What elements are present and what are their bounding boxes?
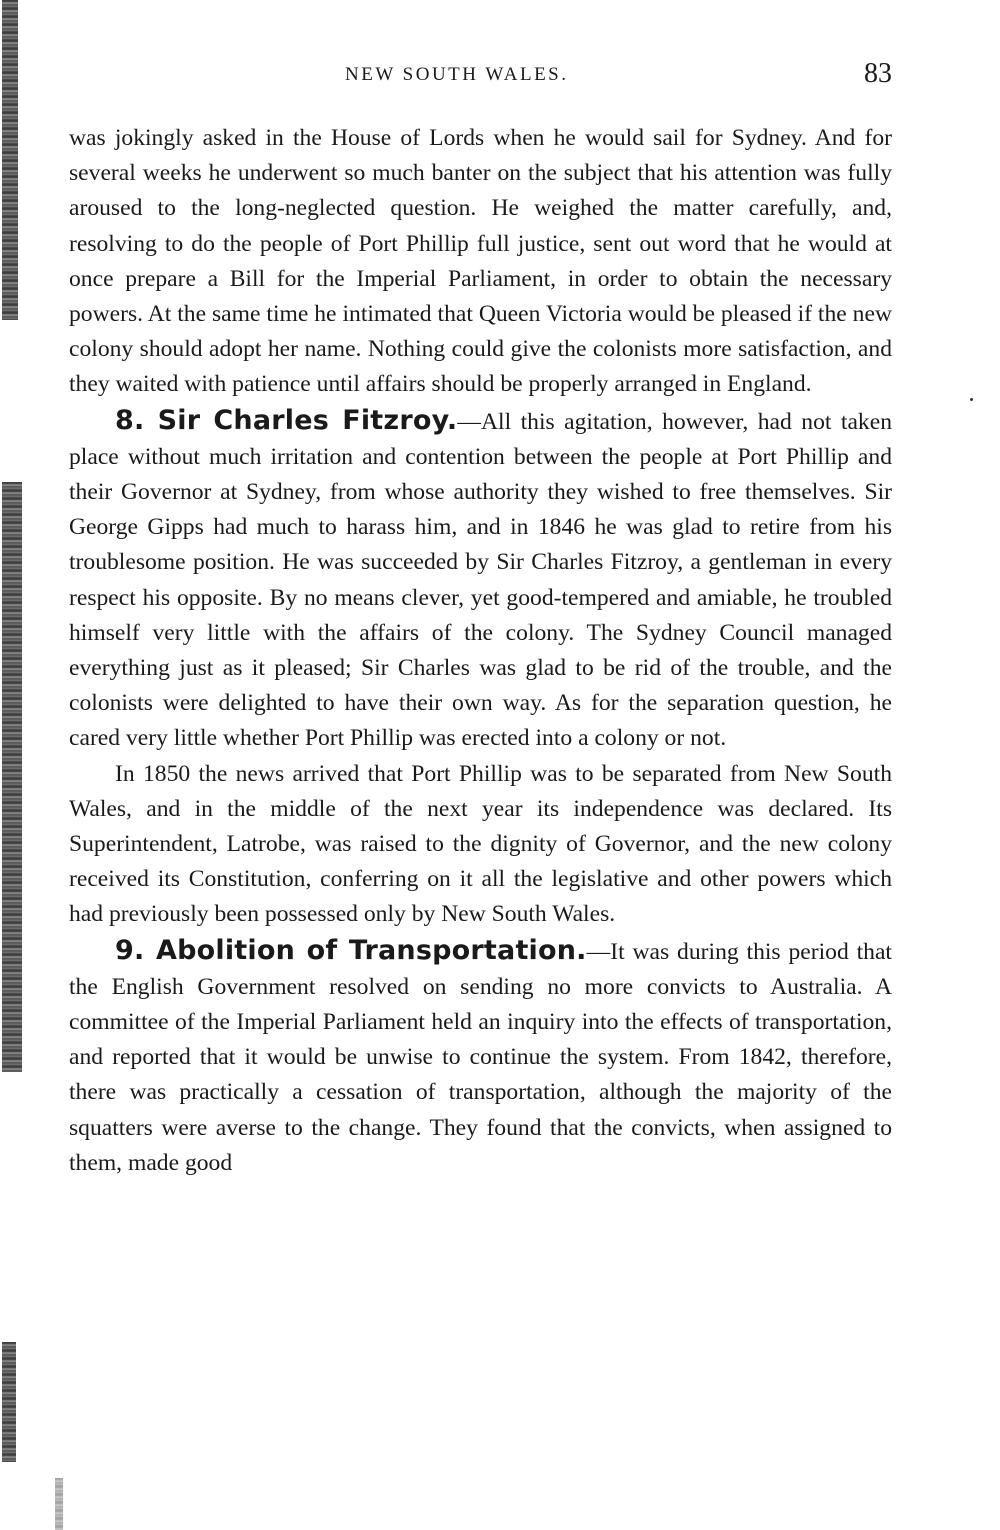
scan-binding-edge xyxy=(2,1342,16,1462)
scan-binding-edge xyxy=(55,1478,63,1530)
section-heading: 9. Abolition of Transportation. xyxy=(115,934,587,966)
paragraph: In 1850 the news arrived that Port Phillip was to be separated from New South Wales, and in the middle of the next year its independence was declared. Its Superintendent, Latrobe, was raised to the dignity of Governor, and the new colony received its Constitution, conferring on it all the legislative and other powers which had previously been possessed only by New South Wales. xyxy=(69,760,892,928)
section-9-paragraph xyxy=(69,933,892,1181)
page-number: 83 xyxy=(864,58,892,89)
em-dash: — xyxy=(457,408,481,435)
em-dash: — xyxy=(586,938,611,965)
section-text: It was during this period that the English Government resolved on sending no more convicts to Australia. A committee of the Imperial Parliament held an inquiry into the effects of transportation, and reported that it would be unwise to continue the system. From 1842, therefore, there was practically a cessation of transportation, although the majority of the squatters were averse to the change. They found that the convicts, when assigned to them, made good xyxy=(69,938,892,1176)
section-text: All this agitation, however, had not taken place without much irritation and contention between the people at Port Phillip and their Governor at Sydney, from whose authority they wished to free themselves. Sir George Gipps had much to harass him, and in 1846 he was glad to retire from his troublesome position. He was succeeded by Sir Charles Fitzroy, a gentleman in every respect his opposite. By no means clever, yet good-tempered and amiable, he troubled himself very little with the affairs of the colony. The Sydney Council managed everything just as it pleased; Sir Charles was glad to be rid of the trouble, and the colonists were delighted to have their own way. As for the separation question, he cared very little whether Port Phillip was erected into a colony or not. xyxy=(69,408,893,752)
page-body xyxy=(69,121,892,1181)
scan-speck xyxy=(970,398,973,401)
page-header xyxy=(0,58,1000,102)
scan-binding-edge xyxy=(2,0,18,320)
paragraph: was jokingly asked in the House of Lords when he would sail for Sydney. And for several weeks he underwent so much banter on the subject that his attention was fully aroused to the long-neglected question. He weighed the matter carefully, and, resolving to do the people of Port Phillip full justice, sent out word that he would at once prepare a Bill for the Imperial Parliament, in order to obtain the necessary powers. At the same time he intimated that Queen Victoria would be pleased if the new colony should adopt her name. Nothing could give the colonists more satisfaction, and they waited with patience until affairs should be properly arranged in England. xyxy=(69,125,892,398)
scan-binding-edge xyxy=(2,482,22,1072)
running-title: NEW SOUTH WALES. xyxy=(345,64,569,85)
section-8-paragraph xyxy=(69,403,892,757)
section-heading: 8. Sir Charles Fitzroy. xyxy=(115,404,458,436)
